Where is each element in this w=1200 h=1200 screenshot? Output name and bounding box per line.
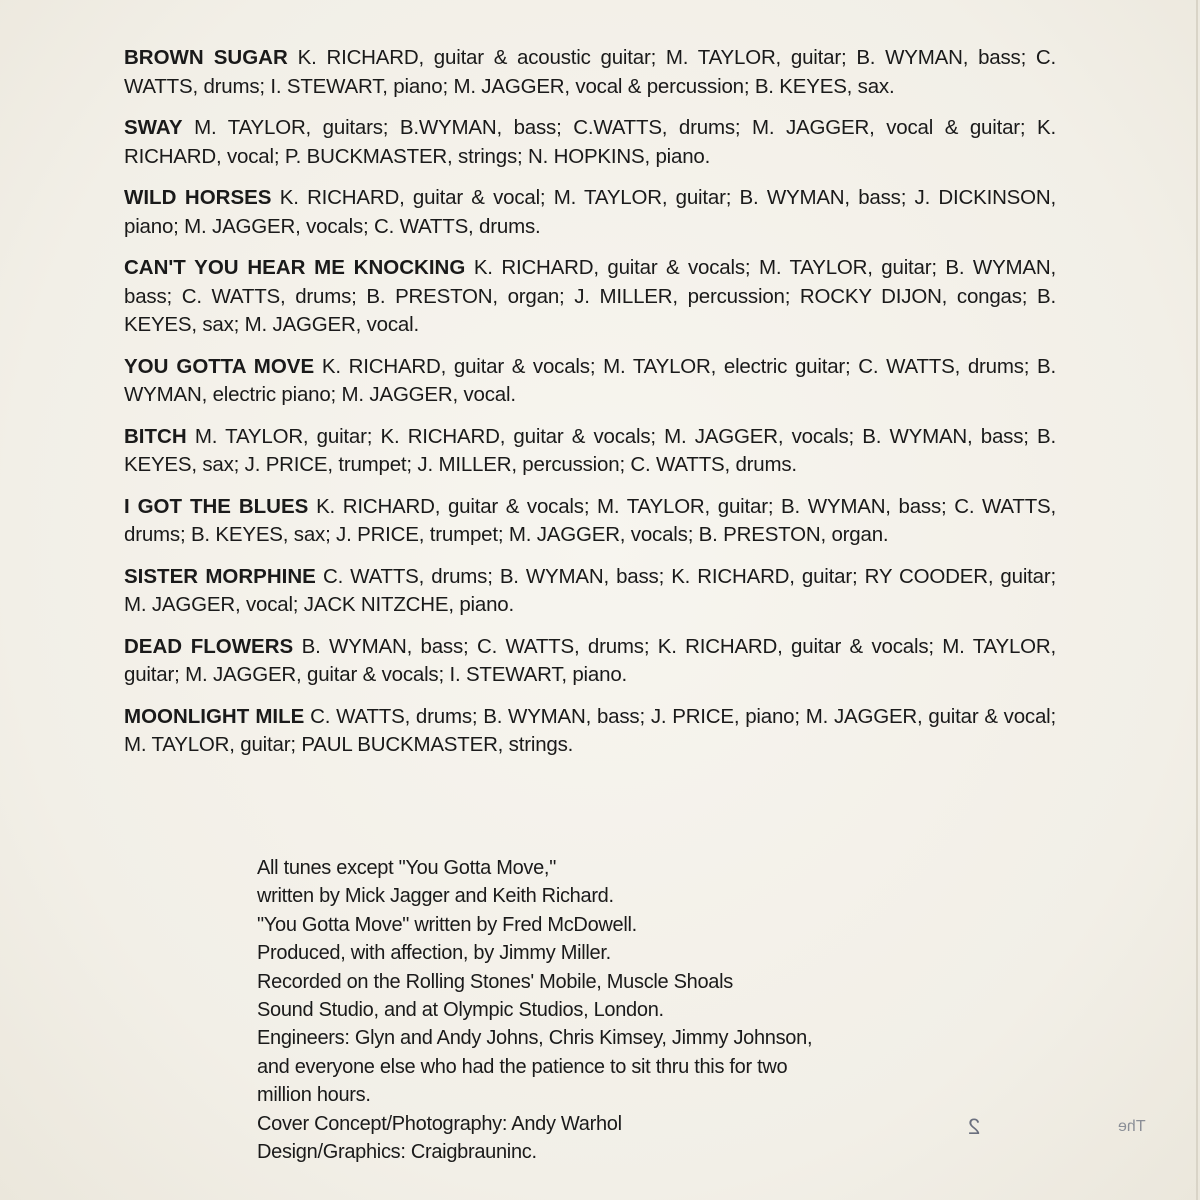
track-credit bbox=[124, 353, 1056, 410]
track-title: SISTER MORPHINE bbox=[124, 564, 316, 588]
track-personnel: K. RICHARD, guitar & vocals; M. TAYLOR, guitar; B. WYMAN, bass; C. WATTS, drums; B. PRESTON, organ; J. MILLER, percussion; ROCKY DIJON, congas; B. KEYES, sax; M. JAGGER, vocal. bbox=[124, 256, 1057, 336]
note-line: "You Gotta Move" written by Fred McDowell. bbox=[257, 913, 637, 936]
track-title: YOU GOTTA MOVE bbox=[124, 354, 315, 378]
track-credit bbox=[124, 493, 1056, 550]
track-title: I GOT THE BLUES bbox=[124, 494, 309, 518]
track-title: BITCH bbox=[124, 424, 187, 448]
track-personnel: C. WATTS, drums; B. WYMAN, bass; J. PRICE, piano; M. JAGGER, guitar & vocal; M. TAYLOR, guitar; PAUL BUCKMASTER, strings. bbox=[124, 704, 1056, 756]
note-line: Recorded on the Rolling Stones' Mobile, Muscle Shoals bbox=[257, 970, 733, 993]
track-personnel: K. RICHARD, guitar & acoustic guitar; M. TAYLOR, guitar; B. WYMAN, bass; C. WATTS, drums; I. STEWART, piano; M. JAGGER, vocal & percussion; B. KEYES, sax. bbox=[124, 46, 1057, 98]
track-credit bbox=[124, 184, 1056, 241]
page-crease bbox=[1196, 0, 1198, 1200]
page-number: 2 bbox=[968, 1114, 981, 1139]
note-line: Cover Concept/Photography: Andy Warhol bbox=[257, 1112, 622, 1135]
note-line: Sound Studio, and at Olympic Studios, London. bbox=[257, 999, 664, 1022]
note-line: All tunes except "You Gotta Move," bbox=[257, 857, 556, 879]
note-line: Design/Graphics: Craigbrauninc. bbox=[257, 1141, 537, 1164]
track-title: MOONLIGHT MILE bbox=[124, 704, 305, 728]
track-personnel: C. WATTS, drums; B. WYMAN, bass; K. RICHARD, guitar; RY COODER, guitar; M. JAGGER, vocal; JACK NITZCHE, piano. bbox=[124, 564, 1057, 616]
note-line: million hours. bbox=[257, 1084, 371, 1107]
track-personnel: M. TAYLOR, guitar; K. RICHARD, guitar & vocals; M. JAGGER, vocals; B. WYMAN, bass; B. KEYES, sax; J. PRICE, trumpet; J. MILLER, percussion; C. WATTS, drums. bbox=[124, 424, 1056, 476]
track-credit bbox=[124, 44, 1056, 101]
track-credit bbox=[124, 254, 1056, 340]
track-personnel: M. TAYLOR, guitars; B.WYMAN, bass; C.WATTS, drums; M. JAGGER, vocal & guitar; K. RICHARD, vocal; P. BUCKMASTER, strings; N. HOPKINS, piano. bbox=[124, 116, 1056, 168]
track-credit bbox=[124, 423, 1056, 480]
note-line: written by Mick Jagger and Keith Richard. bbox=[257, 885, 614, 908]
track-personnel: B. WYMAN, bass; C. WATTS, drums; K. RICHARD, guitar & vocals; M. TAYLOR, guitar; M. JAGGER, guitar & vocals; I. STEWART, piano. bbox=[124, 634, 1056, 686]
note-line: and everyone else who had the patience to sit thru this for two bbox=[257, 1055, 788, 1078]
note-line: Produced, with affection, by Jimmy Miller. bbox=[257, 942, 611, 965]
track-credit bbox=[124, 703, 1056, 760]
track-personnel: K. RICHARD, guitar & vocal; M. TAYLOR, guitar; B. WYMAN, bass; J. DICKINSON, piano; M. JAGGER, vocals; C. WATTS, drums. bbox=[124, 186, 1056, 238]
track-title: BROWN SUGAR bbox=[124, 46, 288, 69]
production-notes bbox=[257, 854, 977, 1166]
track-title: SWAY bbox=[124, 116, 183, 139]
track-personnel: K. RICHARD, guitar & vocals; M. TAYLOR, guitar; B. WYMAN, bass; C. WATTS, drums; B. KEYES, sax; J. PRICE, trumpet; M. JAGGER, vocals; B. PRESTON, organ. bbox=[124, 494, 1056, 546]
track-title: WILD HORSES bbox=[124, 186, 272, 209]
track-title: CAN'T YOU HEAR ME KNOCKING bbox=[124, 256, 466, 279]
note-line: Engineers: Glyn and Andy Johns, Chris Kimsey, Jimmy Johnson, bbox=[257, 1027, 813, 1050]
track-title: DEAD FLOWERS bbox=[124, 634, 294, 658]
track-credits bbox=[124, 44, 1056, 773]
track-credit bbox=[124, 114, 1056, 171]
track-credit bbox=[124, 563, 1056, 620]
track-credit bbox=[124, 633, 1056, 690]
track-personnel: K. RICHARD, guitar & vocals; M. TAYLOR, electric guitar; C. WATTS, drums; B. WYMAN, electric piano; M. JAGGER, vocal. bbox=[124, 354, 1056, 406]
bleed-through-text: The bbox=[1118, 1118, 1146, 1135]
